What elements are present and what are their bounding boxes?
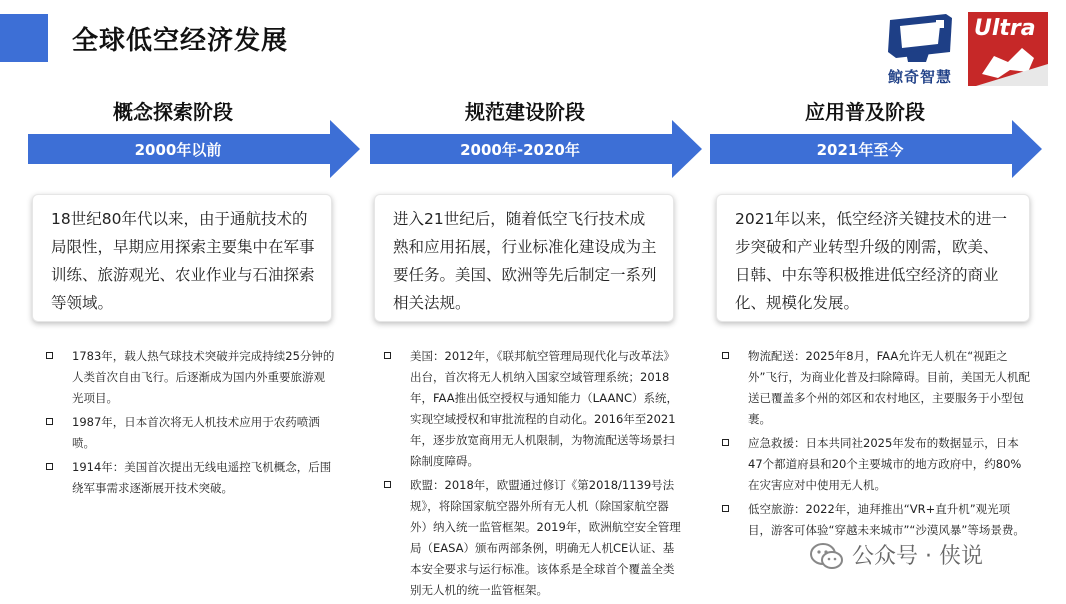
bullet-square-icon: [46, 352, 53, 359]
stage-summary-box: 18世纪80年代以来，由于通航技术的局限性，早期应用探索主要集中在军事训练、旅游观光、农业作业与石油探索等领域。: [32, 194, 332, 322]
stage-title: 概念探索阶段: [113, 100, 233, 124]
whale-logo-text: 鲸奇智慧: [887, 68, 952, 86]
list-item: [722, 499, 1032, 541]
bullet-text: 美国：2012年，《联邦航空管理局现代化与改革法》出台，首次将无人机纳入国家空域管理系统；2018年，FAA推出低空授权与通知能力（LAANC）系统，实现空域授权和审批流程的自动化。2016年至2021年，逐步放宽商用无人机限制，为物流配送等场景扫除制度障碍。: [410, 349, 678, 468]
stage-1-bullets: [46, 346, 336, 502]
bullet-square-icon: [722, 352, 729, 359]
bullet-square-icon: [384, 481, 391, 488]
bullet-square-icon: [722, 505, 729, 512]
stage-summary-box: 进入21世纪后，随着低空飞行技术成熟和应用拓展，行业标准化建设成为主要任务。美国、欧洲等先后制定一系列相关法规。: [374, 194, 674, 322]
list-item: [384, 346, 684, 472]
bullet-square-icon: [384, 352, 391, 359]
stage-3-bullets: [722, 346, 1032, 544]
list-item: [384, 475, 684, 601]
list-item: [46, 346, 336, 409]
bullet-square-icon: [722, 439, 729, 446]
bullet-text: 物流配送：2025年8月，FAA允许无人机在“视距之外”飞行，为商业化普及扫除障碍。目前，美国无人机配送已覆盖多个州的郊区和农村地区，主要服务于小型包裹。: [748, 349, 1030, 426]
watermark-text: 公众号 · 侠说: [852, 544, 983, 569]
wechat-icon: [810, 542, 844, 572]
stage-period: 2000年-2020年: [460, 141, 580, 159]
stage-2-bullets: [384, 346, 684, 604]
stage-summary-box: 2021年以来，低空经济关键技术的进一步突破和产业转型升级的刚需，欧美、日韩、中东等积极推进低空经济的商业化、规模化发展。: [716, 194, 1030, 322]
stage-title: 应用普及阶段: [805, 100, 925, 124]
bullet-text: 应急救援：日本共同社2025年发布的数据显示，日本47个都道府县和20个主要城市的地方政府中，约80%在灾害应对中使用无人机。: [748, 436, 1022, 492]
bullet-square-icon: [46, 418, 53, 425]
stage-period: 2021年至今: [816, 141, 904, 159]
whale-logo-icon: [886, 12, 954, 64]
bullet-text: 1914年：美国首次提出无线电遥控飞机概念，后围绕军事需求逐渐展开技术突破。: [72, 460, 332, 495]
list-item: [46, 412, 336, 454]
whale-logo: [880, 12, 960, 86]
stage-title: 规范建设阶段: [465, 100, 585, 124]
bullet-text: 1987年，日本首次将无人机技术应用于农药喷洒喷。: [72, 415, 320, 450]
bullet-square-icon: [46, 463, 53, 470]
ultra-logo-mark-icon: [968, 12, 1048, 86]
list-item: [722, 433, 1032, 496]
title-accent-square: [0, 14, 48, 62]
bullet-text: 1783年，载人热气球技术突破并完成持续25分钟的人类首次自由飞行。后逐渐成为国内外重要旅游观光项目。: [72, 349, 335, 405]
bullet-text: 低空旅游：2022年，迪拜推出“VR+直升机”观光项目，游客可体验“穿越未来城市”“沙漠风暴”等场景费。: [748, 502, 1025, 537]
list-item: [46, 457, 336, 499]
bullet-text: 欧盟：2018年，欧盟通过修订《第2018/1139号法规》，将除国家航空器外所有无人机（除国家航空器外）纳入统一监管框架。2019年，欧洲航空安全管理局（EASA）颁布两部条例，明确无人机CE认证、基本安全要求与运行标准。该体系是全球首个覆盖全类别无人机的统一监管框架。: [410, 478, 681, 597]
stage-period: 2000年以前: [134, 141, 222, 159]
ultra-logo-text: Ultra: [974, 16, 1036, 41]
page-title: 全球低空经济发展: [72, 26, 289, 56]
list-item: [722, 346, 1032, 430]
ultra-logo: [968, 12, 1048, 86]
